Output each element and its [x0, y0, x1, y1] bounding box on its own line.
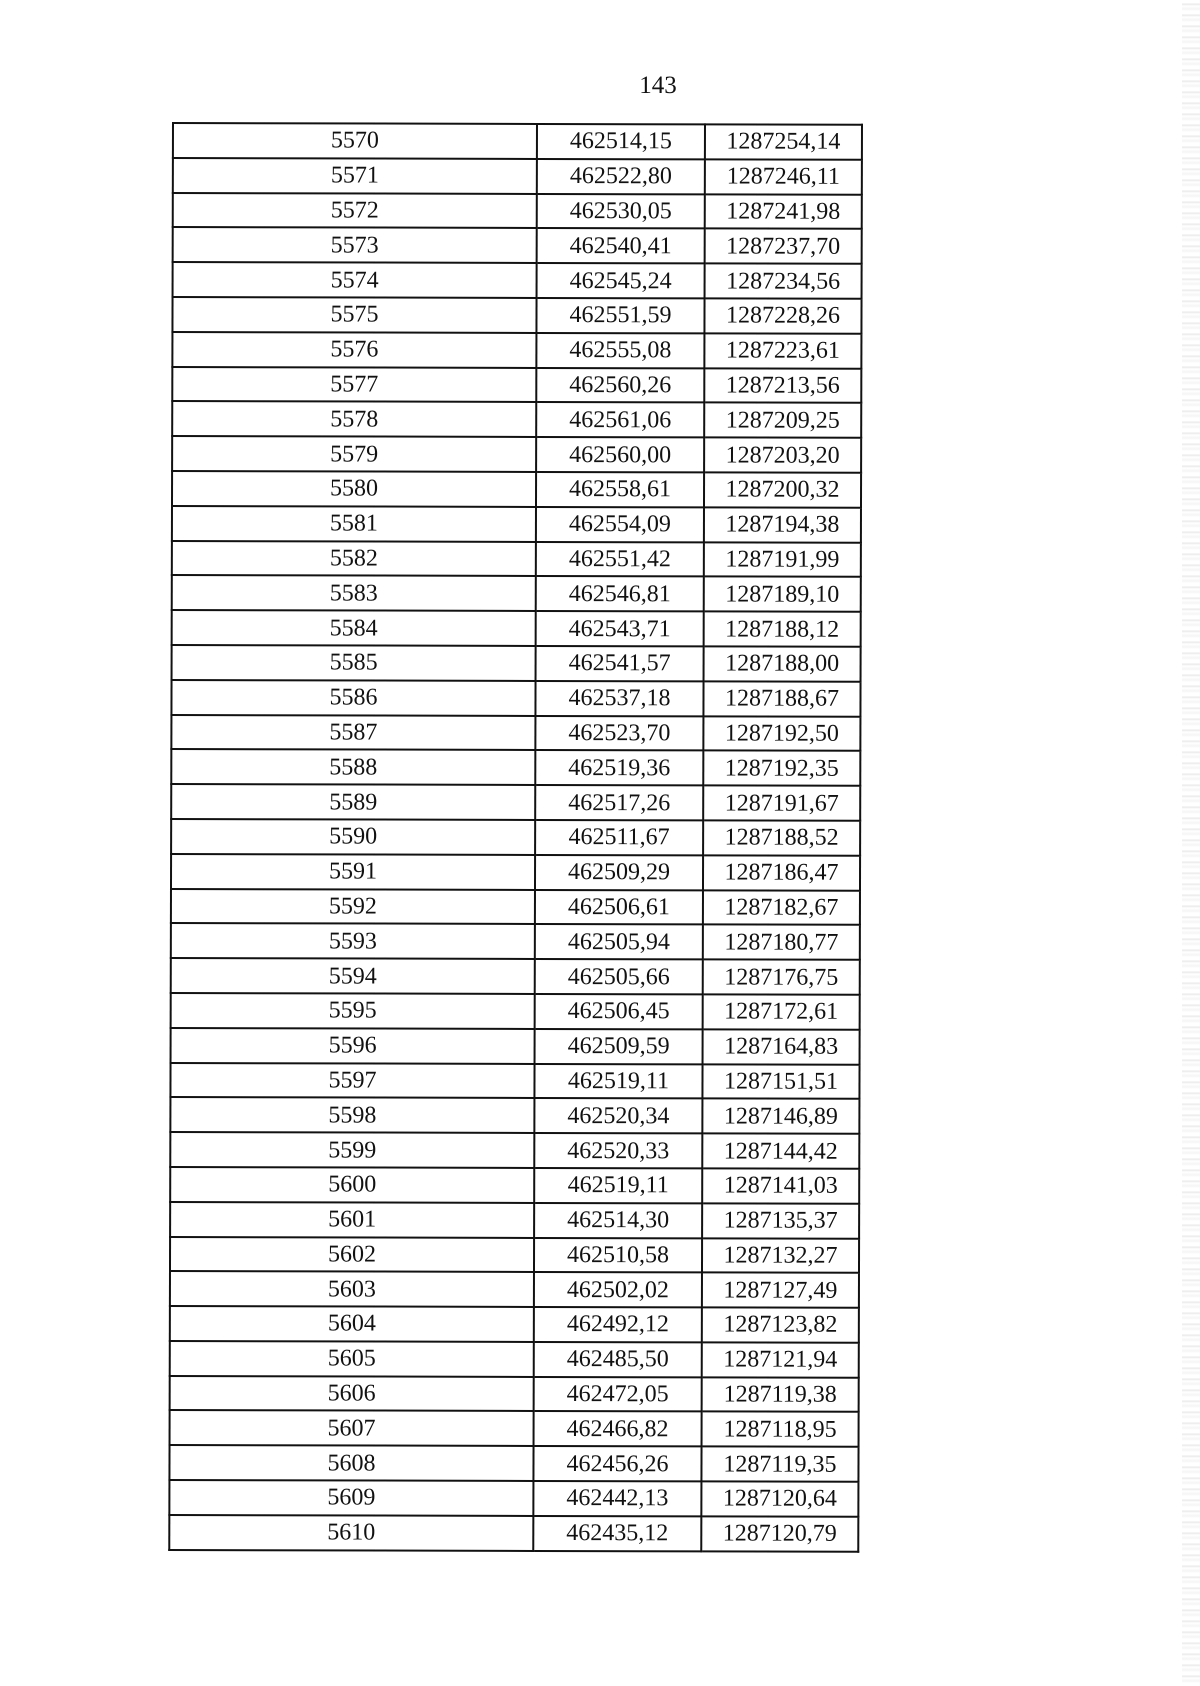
x-coordinate-cell: 462519,36 [535, 750, 703, 785]
x-coordinate-cell: 462530,05 [537, 194, 705, 229]
table-row [170, 1202, 859, 1239]
point-number-cell: 5597 [170, 1063, 534, 1099]
table-row [173, 227, 862, 264]
x-coordinate-cell: 462519,11 [534, 1168, 702, 1203]
point-number-cell: 5578 [172, 401, 536, 437]
point-number-cell: 5601 [170, 1202, 534, 1238]
x-coordinate-cell: 462505,66 [535, 959, 703, 994]
x-coordinate-cell: 462505,94 [535, 924, 703, 959]
x-coordinate-cell: 462435,12 [533, 1516, 701, 1551]
table-row [171, 784, 860, 821]
table-row [172, 332, 861, 369]
point-number-cell: 5609 [169, 1480, 533, 1516]
table-row [170, 1236, 859, 1273]
y-coordinate-cell: 1287194,38 [704, 507, 861, 542]
table-row [173, 158, 862, 195]
table-row [170, 1167, 859, 1204]
y-coordinate-cell: 1287191,99 [704, 542, 861, 577]
x-coordinate-cell: 462519,11 [534, 1063, 702, 1098]
y-coordinate-cell: 1287119,38 [702, 1377, 859, 1412]
table-row [171, 889, 860, 926]
point-number-cell: 5603 [170, 1271, 534, 1307]
y-coordinate-cell: 1287200,32 [704, 472, 861, 507]
y-coordinate-cell: 1287141,03 [702, 1168, 859, 1203]
point-number-cell: 5573 [173, 227, 537, 263]
table-row [169, 1445, 858, 1482]
point-number-cell: 5608 [169, 1445, 533, 1481]
x-coordinate-cell: 462517,26 [535, 785, 703, 820]
point-number-cell: 5585 [172, 645, 536, 681]
x-coordinate-cell: 462514,30 [534, 1203, 702, 1238]
y-coordinate-cell: 1287209,25 [704, 403, 861, 438]
x-coordinate-cell: 462506,61 [535, 889, 703, 924]
table-row [171, 993, 860, 1030]
y-coordinate-cell: 1287182,67 [703, 890, 860, 925]
y-coordinate-cell: 1287234,56 [705, 264, 862, 299]
y-coordinate-cell: 1287120,79 [701, 1516, 858, 1551]
x-coordinate-cell: 462509,29 [535, 855, 703, 890]
table-row [172, 401, 861, 438]
point-number-cell: 5610 [169, 1515, 533, 1551]
x-coordinate-cell: 462546,81 [536, 576, 704, 611]
point-number-cell: 5571 [173, 158, 537, 194]
y-coordinate-cell: 1287180,77 [703, 925, 860, 960]
x-coordinate-cell: 462541,57 [536, 646, 704, 681]
point-number-cell: 5599 [170, 1132, 534, 1168]
y-coordinate-cell: 1287228,26 [704, 298, 861, 333]
x-coordinate-cell: 462466,82 [534, 1411, 702, 1446]
coordinates-table [168, 122, 863, 1552]
y-coordinate-cell: 1287188,52 [703, 820, 860, 855]
table-row [169, 1480, 858, 1517]
point-number-cell: 5584 [172, 610, 536, 646]
x-coordinate-cell: 462537,18 [535, 681, 703, 716]
point-number-cell: 5589 [171, 784, 535, 820]
y-coordinate-cell: 1287123,82 [702, 1307, 859, 1342]
table-row [173, 262, 862, 299]
point-number-cell: 5593 [171, 923, 535, 959]
point-number-cell: 5579 [172, 436, 536, 472]
table-row [170, 1063, 859, 1100]
y-coordinate-cell: 1287188,00 [704, 646, 861, 681]
x-coordinate-cell: 462523,70 [535, 716, 703, 751]
table-row [171, 819, 860, 856]
y-coordinate-cell: 1287188,12 [704, 612, 861, 647]
point-number-cell: 5604 [170, 1306, 534, 1342]
table-row [172, 541, 861, 578]
x-coordinate-cell: 462520,33 [534, 1133, 702, 1168]
table-row [170, 1132, 859, 1169]
point-number-cell: 5575 [172, 297, 536, 333]
point-number-cell: 5591 [171, 854, 535, 890]
y-coordinate-cell: 1287172,61 [703, 994, 860, 1029]
x-coordinate-cell: 462551,59 [536, 298, 704, 333]
table-row [172, 610, 861, 647]
x-coordinate-cell: 462510,58 [534, 1237, 702, 1272]
x-coordinate-cell: 462560,00 [536, 437, 704, 472]
x-coordinate-cell: 462456,26 [533, 1446, 701, 1481]
y-coordinate-cell: 1287223,61 [704, 333, 861, 368]
y-coordinate-cell: 1287127,49 [702, 1273, 859, 1308]
x-coordinate-cell: 462502,02 [534, 1272, 702, 1307]
table-row [170, 1306, 859, 1343]
point-number-cell: 5605 [170, 1341, 534, 1377]
x-coordinate-cell: 462506,45 [535, 994, 703, 1029]
x-coordinate-cell: 462551,42 [536, 542, 704, 577]
point-number-cell: 5587 [171, 715, 535, 751]
x-coordinate-cell: 462545,24 [537, 263, 705, 298]
table-row [172, 367, 861, 404]
table-row [170, 1376, 859, 1413]
table-row [171, 923, 860, 960]
x-coordinate-cell: 462558,61 [536, 472, 704, 507]
table-row [171, 715, 860, 752]
point-number-cell: 5606 [170, 1376, 534, 1412]
y-coordinate-cell: 1287188,67 [703, 681, 860, 716]
table-row [172, 645, 861, 682]
y-coordinate-cell: 1287192,50 [703, 716, 860, 751]
point-number-cell: 5570 [173, 123, 537, 159]
x-coordinate-cell: 462472,05 [534, 1377, 702, 1412]
x-coordinate-cell: 462522,80 [537, 159, 705, 194]
y-coordinate-cell: 1287191,67 [703, 786, 860, 821]
y-coordinate-cell: 1287254,14 [705, 124, 862, 159]
point-number-cell: 5607 [170, 1410, 534, 1446]
y-coordinate-cell: 1287192,35 [703, 751, 860, 786]
point-number-cell: 5574 [173, 262, 537, 298]
y-coordinate-cell: 1287151,51 [702, 1064, 859, 1099]
table-row [172, 575, 861, 612]
x-coordinate-cell: 462514,15 [537, 124, 705, 159]
point-number-cell: 5576 [172, 332, 536, 368]
y-coordinate-cell: 1287146,89 [702, 1099, 859, 1134]
y-coordinate-cell: 1287237,70 [705, 229, 862, 264]
x-coordinate-cell: 462511,67 [535, 820, 703, 855]
table-row [173, 123, 862, 160]
y-coordinate-cell: 1287203,20 [704, 438, 861, 473]
x-coordinate-cell: 462509,59 [535, 1029, 703, 1064]
y-coordinate-cell: 1287121,94 [702, 1342, 859, 1377]
y-coordinate-cell: 1287132,27 [702, 1238, 859, 1273]
x-coordinate-cell: 462492,12 [534, 1307, 702, 1342]
x-coordinate-cell: 462543,71 [536, 611, 704, 646]
table-row [172, 297, 861, 334]
point-number-cell: 5582 [172, 541, 536, 577]
point-number-cell: 5577 [172, 367, 536, 403]
point-number-cell: 5588 [171, 749, 535, 785]
table-row [170, 1097, 859, 1134]
x-coordinate-cell: 462540,41 [537, 228, 705, 263]
point-number-cell: 5586 [171, 680, 535, 716]
y-coordinate-cell: 1287186,47 [703, 855, 860, 890]
table-row [172, 436, 861, 473]
y-coordinate-cell: 1287246,11 [705, 159, 862, 194]
x-coordinate-cell: 462520,34 [534, 1098, 702, 1133]
y-coordinate-cell: 1287118,95 [702, 1412, 859, 1447]
table-row [173, 193, 862, 230]
y-coordinate-cell: 1287241,98 [705, 194, 862, 229]
table-row [171, 958, 860, 995]
point-number-cell: 5598 [170, 1097, 534, 1133]
table-row [170, 1271, 859, 1308]
point-number-cell: 5572 [173, 193, 537, 229]
point-number-cell: 5580 [172, 471, 536, 507]
y-coordinate-cell: 1287120,64 [701, 1481, 858, 1516]
y-coordinate-cell: 1287135,37 [702, 1203, 859, 1238]
table-row [171, 680, 860, 717]
point-number-cell: 5595 [171, 993, 535, 1029]
page-number: 143 [639, 72, 677, 99]
x-coordinate-cell: 462560,26 [536, 368, 704, 403]
table-row [171, 854, 860, 891]
table-row [171, 749, 860, 786]
y-coordinate-cell: 1287213,56 [704, 368, 861, 403]
y-coordinate-cell: 1287164,83 [703, 1029, 860, 1064]
x-coordinate-cell: 462555,08 [536, 333, 704, 368]
point-number-cell: 5581 [172, 506, 536, 542]
point-number-cell: 5583 [172, 575, 536, 611]
x-coordinate-cell: 462554,09 [536, 507, 704, 542]
point-number-cell: 5596 [171, 1028, 535, 1064]
scan-edge-artifact [1182, 0, 1200, 1686]
x-coordinate-cell: 462485,50 [534, 1342, 702, 1377]
table-row [171, 1028, 860, 1065]
point-number-cell: 5602 [170, 1236, 534, 1272]
point-number-cell: 5590 [171, 819, 535, 855]
point-number-cell: 5600 [170, 1167, 534, 1203]
table-row [170, 1341, 859, 1378]
table-row [172, 471, 861, 508]
point-number-cell: 5594 [171, 958, 535, 994]
x-coordinate-cell: 462442,13 [533, 1481, 701, 1516]
y-coordinate-cell: 1287189,10 [704, 577, 861, 612]
table-row [169, 1515, 858, 1552]
table-row [170, 1410, 859, 1447]
x-coordinate-cell: 462561,06 [536, 402, 704, 437]
table-row [172, 506, 861, 543]
y-coordinate-cell: 1287176,75 [703, 960, 860, 995]
y-coordinate-cell: 1287144,42 [702, 1134, 859, 1169]
point-number-cell: 5592 [171, 889, 535, 925]
table-body [169, 123, 862, 1551]
y-coordinate-cell: 1287119,35 [701, 1447, 858, 1482]
